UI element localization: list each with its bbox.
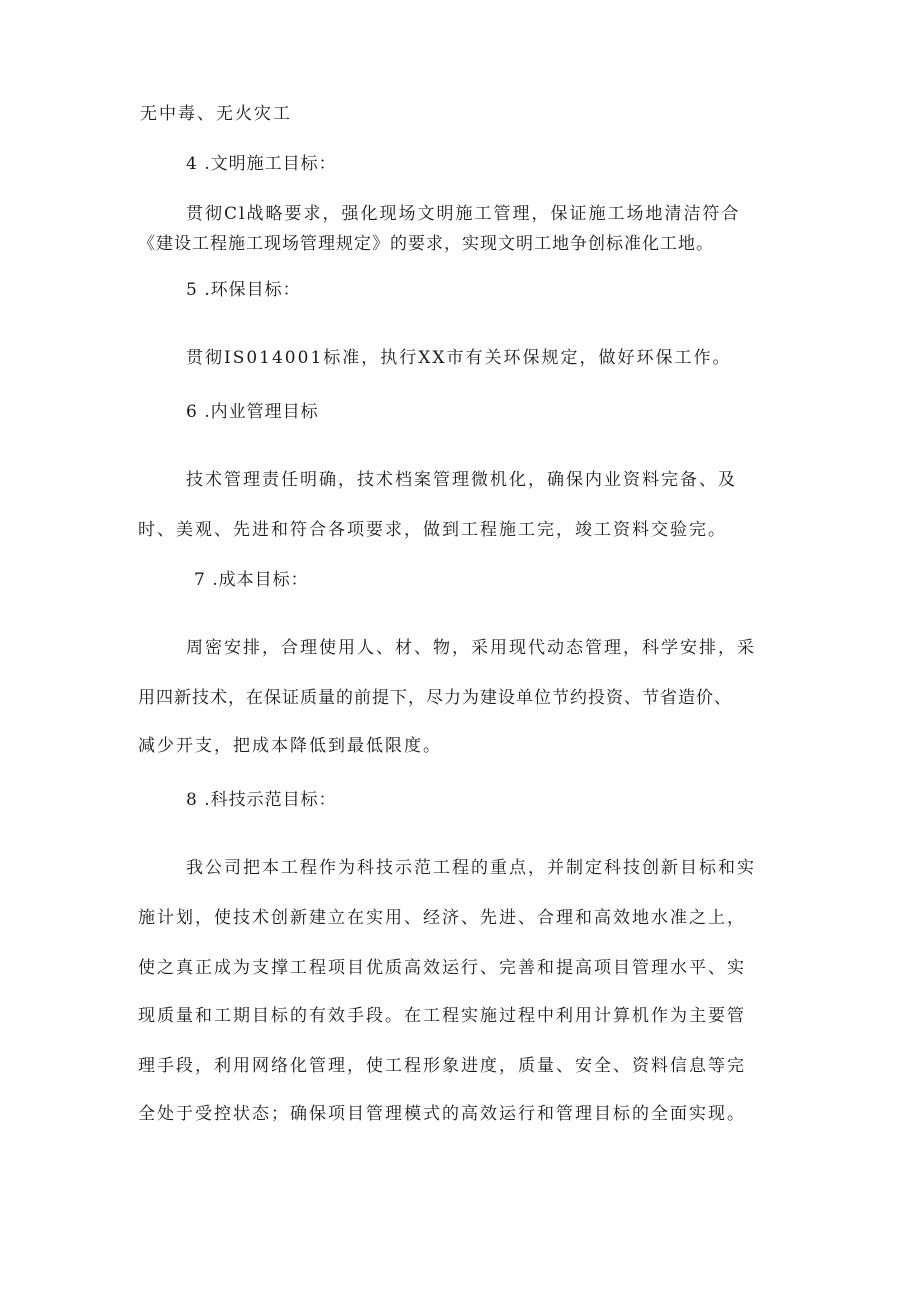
section-heading-civilized-construction: 4 .文明施工目标：: [186, 154, 337, 174]
intro-line: 无中毒、无火灾工: [140, 104, 292, 124]
paragraph-line: 使之真正成为支撑工程项目优质高效运行、完善和提高项目管理水平、实: [138, 958, 746, 978]
paragraph-line: 用四新技术，在保证质量的前提下，尽力为建设单位节约投资、节省造价、: [138, 688, 732, 708]
paragraph-line: 现质量和工期目标的有效手段。在工程实施过程中利用计算机作为主要管: [138, 1006, 746, 1026]
section-heading-cost: 7 .成本目标：: [194, 570, 309, 590]
paragraph-line: 《建设工程施工现场管理规定》的要求，实现文明工地争创标准化工地。: [138, 234, 714, 254]
section-heading-tech-demo: 8 .科技示范目标：: [186, 790, 337, 810]
paragraph-line: 贯彻Cl战略要求，强化现场文明施工管理，保证施工场地清洁符合: [186, 204, 741, 224]
paragraph-line: 全处于受控状态；确保项目管理模式的高效运行和管理目标的全面实现。: [138, 1104, 746, 1124]
section-heading-internal-management: 6 .内业管理目标: [186, 402, 319, 422]
paragraph-line: 贯彻IS014001标准，执行XX市有关环保规定，做好环保工作。: [186, 348, 732, 368]
section-heading-environmental: 5 .环保目标：: [186, 280, 301, 300]
paragraph-line: 减少开支，把成本降低到最低限度。: [138, 736, 442, 756]
paragraph-line: 技术管理责任明确，技术档案管理微机化，确保内业资料完备、及: [186, 470, 737, 490]
paragraph-line: 时、美观、先进和符合各项要求，做到工程施工完，竣工资料交验完。: [138, 520, 727, 540]
paragraph-line: 我公司把本工程作为科技示范工程的重点，并制定科技创新目标和实: [186, 858, 756, 878]
paragraph-line: 周密安排，合理使用人、材、物，采用现代动态管理，科学安排，采: [186, 638, 756, 658]
paragraph-line: 理手段，利用网络化管理，使工程形象进度，质量、安全、资料信息等完: [138, 1056, 746, 1076]
paragraph-line: 施计划，使技术创新建立在实用、经济、先进、合理和高效地水准之上，: [138, 908, 746, 928]
